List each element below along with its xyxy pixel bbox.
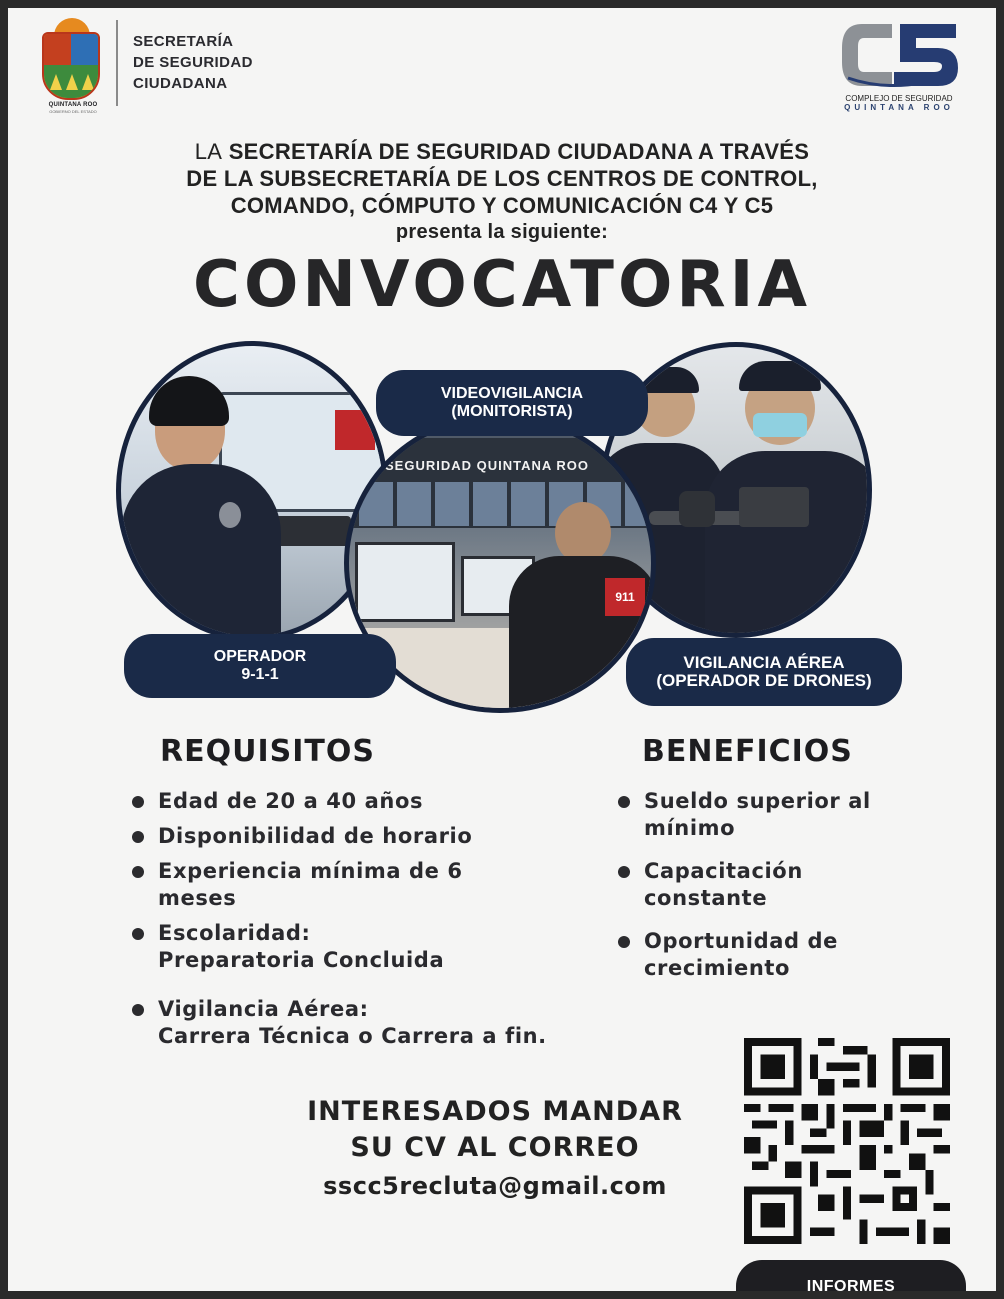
department-line-1: SECRETARÍA bbox=[133, 33, 234, 50]
qr-code-icon[interactable] bbox=[744, 1038, 950, 1244]
state-logo-name: QUINTANA ROO bbox=[48, 102, 98, 108]
badge-icon bbox=[219, 502, 241, 528]
poster bbox=[8, 8, 996, 1291]
list-item: Capacitación constante bbox=[618, 858, 948, 912]
911-patch-icon: 911 bbox=[605, 578, 645, 616]
officer-2-cap bbox=[739, 361, 821, 391]
contact-email-link[interactable]: sscc5recluta@gmail.com bbox=[323, 1172, 667, 1200]
beneficios-heading: BENEFICIOS bbox=[642, 734, 853, 769]
drone-body bbox=[679, 491, 715, 527]
videovigilancia-line-2: (MONITORISTA) bbox=[451, 403, 573, 420]
intro-line-3: COMANDO, CÓMPUTO Y COMUNICACIÓN C4 Y C5 bbox=[230, 193, 774, 218]
page-title: CONVOCATORIA bbox=[193, 248, 811, 322]
list-item: Oportunidad de crecimiento bbox=[618, 928, 948, 982]
list-item: Vigilancia Aérea: Carrera Técnica o Carrera a fin. bbox=[132, 996, 602, 1050]
list-item: Experiencia mínima de 6 meses bbox=[132, 858, 602, 912]
operador-line-1: OPERADOR bbox=[213, 648, 307, 665]
controller-shape bbox=[739, 487, 809, 527]
state-logo-subtitle: GOBIERNO DEL ESTADO bbox=[49, 109, 97, 114]
contact-block bbox=[280, 1094, 710, 1200]
intro-lead: LA bbox=[194, 139, 223, 164]
requisitos-heading: REQUISITOS bbox=[160, 734, 375, 769]
department-name bbox=[133, 31, 253, 94]
informes-button[interactable]: INFORMES bbox=[736, 1260, 966, 1291]
requisitos-list bbox=[132, 788, 602, 1058]
operator-uniform bbox=[121, 464, 281, 641]
videovigilancia-line-1: VIDEOVIGILANCIA bbox=[440, 385, 584, 402]
list-item: Sueldo superior al mínimo bbox=[618, 788, 948, 842]
drones-line-2: (OPERADOR DE DRONES) bbox=[656, 671, 872, 690]
intro-line-2: DE LA SUBSECRETARÍA DE LOS CENTROS DE CONTROL, bbox=[186, 166, 818, 191]
quintana-roo-state-logo bbox=[42, 18, 102, 114]
contact-line-1: INTERESADOS MANDAR bbox=[307, 1096, 683, 1127]
keyboard-shape bbox=[271, 516, 351, 546]
videovigilancia-label bbox=[376, 370, 648, 436]
c5-logo-text: COMPLEJO DE SEGURIDAD bbox=[845, 94, 953, 103]
drones-label bbox=[626, 638, 902, 706]
officer-2-uniform bbox=[705, 451, 872, 638]
workstation-monitor-1 bbox=[355, 542, 455, 622]
screen-sign-text: SEGURIDAD QUINTANA ROO bbox=[385, 458, 589, 473]
c5-logo bbox=[834, 18, 964, 114]
c5-logo-subtitle: QUINTANA ROO bbox=[844, 103, 954, 112]
department-line-3: CIUDADANA bbox=[133, 75, 228, 92]
monitorist-head bbox=[555, 502, 611, 564]
operador-label bbox=[124, 634, 396, 698]
list-item: Edad de 20 a 40 años bbox=[132, 788, 602, 815]
beneficios-list bbox=[618, 788, 948, 998]
intro-text bbox=[8, 138, 996, 246]
intro-presenta: presenta la siguiente: bbox=[395, 221, 609, 243]
contact-line-2: SU CV AL CORREO bbox=[350, 1132, 640, 1163]
face-mask-shape bbox=[753, 413, 807, 437]
list-item: Escolaridad: Preparatoria Concluida bbox=[132, 920, 602, 974]
drones-line-1: VIGILANCIA AÉREA bbox=[683, 653, 845, 672]
list-item: Disponibilidad de horario bbox=[132, 823, 602, 850]
state-shield-icon bbox=[42, 32, 100, 100]
operator-hair bbox=[149, 376, 229, 426]
header-divider bbox=[116, 20, 118, 106]
department-line-2: DE SEGURIDAD bbox=[133, 54, 253, 71]
c5-mark-icon bbox=[834, 18, 964, 94]
intro-line-1: SECRETARÍA DE SEGURIDAD CIUDADANA A TRAVÉS bbox=[228, 139, 810, 164]
operador-line-2: 9-1-1 bbox=[241, 666, 279, 683]
